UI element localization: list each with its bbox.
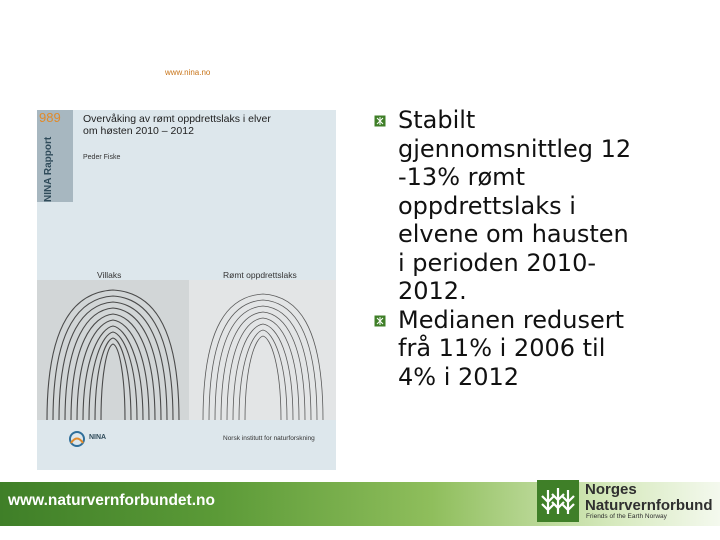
report-author: Peder Fiske bbox=[83, 154, 121, 161]
right-image-label: Rømt oppdrettslaks bbox=[223, 270, 297, 280]
bullet-list bbox=[372, 106, 687, 391]
report-title bbox=[83, 113, 333, 137]
report-number: 989 bbox=[39, 110, 61, 125]
brand-name bbox=[585, 482, 713, 514]
report-title-line-2: om høsten 2010 – 2012 bbox=[83, 125, 194, 137]
bullet-square-icon bbox=[374, 115, 386, 127]
wild-salmon-scale-image bbox=[37, 280, 189, 420]
report-title-line-1: Overvåking av rømt oppdrettslaks i elver bbox=[83, 113, 271, 125]
brand-tagline: Friends of the Earth Norway bbox=[586, 513, 667, 520]
report-series: NINA Rapport bbox=[43, 136, 54, 202]
farmed-salmon-scale-image bbox=[189, 280, 336, 420]
bullet-line: frå 11% i 2006 til bbox=[398, 334, 606, 362]
bullet-line: 2012. bbox=[398, 277, 467, 305]
bullet-square-icon bbox=[374, 315, 386, 327]
footer-url[interactable]: www.naturvernforbundet.no bbox=[8, 492, 215, 509]
bullet-item bbox=[372, 306, 687, 392]
bullet-line: Medianen redusert bbox=[398, 305, 624, 334]
brand-name-line-1: Norges bbox=[585, 481, 637, 498]
bullet-line: -13% rømt bbox=[398, 163, 525, 191]
bullet-line: 4% i 2012 bbox=[398, 362, 520, 391]
bullet-line: i perioden 2010- bbox=[398, 248, 597, 277]
report-cover bbox=[37, 110, 336, 470]
bullet-line: elvene om hausten bbox=[398, 220, 629, 248]
bullet-line: Stabilt bbox=[398, 106, 476, 134]
bullet-line: oppdrettslaks i bbox=[398, 191, 576, 220]
left-image-label: Villaks bbox=[97, 270, 122, 280]
top-url: www.nina.no bbox=[165, 68, 211, 77]
naturvernforbundet-logo-icon bbox=[537, 480, 579, 522]
cover-logo-text: NINA bbox=[89, 434, 107, 441]
institute-name: Norsk institutt for naturforskning bbox=[223, 435, 315, 442]
bullet-item bbox=[372, 106, 687, 306]
bullet-line: gjennomsnittleg 12 bbox=[398, 134, 632, 163]
brand-name-line-2: Naturvernforbund bbox=[585, 497, 713, 514]
